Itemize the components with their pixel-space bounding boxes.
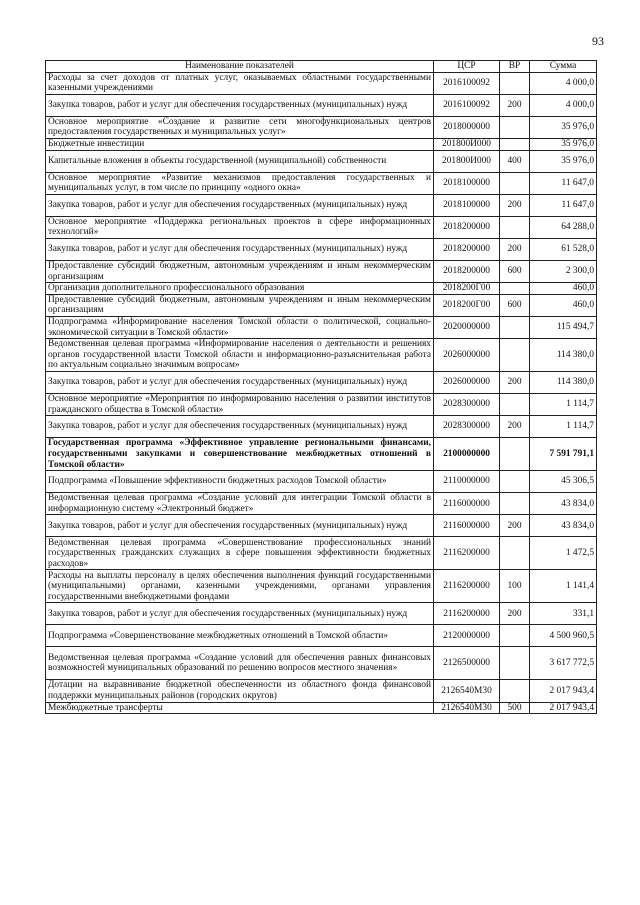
row-name: Предоставление субсидий бюджетным, автономным учреждениям и иным некоммерческим организациям — [46, 294, 434, 316]
row-vr: 400 — [500, 150, 530, 172]
header-vr: ВР — [500, 61, 530, 73]
table-row — [46, 471, 597, 493]
row-csr: 2116200000 — [434, 570, 500, 603]
row-name: Расходы на выплаты персоналу в целях обеспечения выполнения функций государственными (муниципальными) органами, казенными учреждениями, органами управления государственными внебюджетными фондами — [46, 570, 434, 603]
table-row — [46, 625, 597, 647]
row-name: Ведомственная целевая программа «Информирование населения о деятельности и решениях органов государственной власти Томской области и информационно-разъяснительная работа по актуальным социально значимым вопросам» — [46, 339, 434, 372]
table-row — [46, 537, 597, 570]
row-csr: 2028300000 — [434, 394, 500, 416]
table-row — [46, 216, 597, 238]
row-csr: 2018200000 — [434, 260, 500, 282]
row-sum: 114 380,0 — [530, 339, 597, 372]
row-sum: 114 380,0 — [530, 372, 597, 394]
row-csr: 2018100000 — [434, 194, 500, 216]
row-sum: 2 300,0 — [530, 260, 597, 282]
row-csr: 2110000000 — [434, 471, 500, 493]
row-csr: 2018200000 — [434, 238, 500, 260]
row-name: Закупка товаров, работ и услуг для обеспечения государственных (муниципальных) нужд — [46, 416, 434, 438]
row-csr: 2126500000 — [434, 647, 500, 680]
row-sum: 64 288,0 — [530, 216, 597, 238]
table-row — [46, 570, 597, 603]
row-vr — [500, 394, 530, 416]
row-sum: 4 000,0 — [530, 72, 597, 94]
budget-table — [45, 60, 597, 714]
row-vr: 200 — [500, 416, 530, 438]
row-sum: 43 834,0 — [530, 493, 597, 515]
row-csr: 2100000000 — [434, 438, 500, 471]
row-name: Ведомственная целевая программа «Создание условий для интеграции Томской области в информационную систему «Электронный бюджет» — [46, 493, 434, 515]
row-name: Основное мероприятие «Мероприятия по информированию населения о развитии институтов гражданского общества в Томской области» — [46, 394, 434, 416]
row-sum: 3 617 772,5 — [530, 647, 597, 680]
row-name: Закупка товаров, работ и услуг для обеспечения государственных (муниципальных) нужд — [46, 372, 434, 394]
row-vr: 200 — [500, 372, 530, 394]
row-csr: 2018000000 — [434, 116, 500, 138]
row-sum: 61 528,0 — [530, 238, 597, 260]
row-vr: 600 — [500, 294, 530, 316]
table-row — [46, 194, 597, 216]
row-name: Дотации на выравнивание бюджетной обеспеченности из областного фонда финансовой поддержки муниципальных районов (городских округов) — [46, 680, 434, 702]
table-header-row — [46, 61, 597, 73]
row-sum: 7 591 791,1 — [530, 438, 597, 471]
row-sum: 35 976,0 — [530, 138, 597, 150]
row-sum: 43 834,0 — [530, 515, 597, 537]
row-name: Государственная программа «Эффективное управление региональными финансами, государственными закупками и совершенствование межбюджетных отношений в Томской области» — [46, 438, 434, 471]
table-row — [46, 260, 597, 282]
row-sum: 2 017 943,4 — [530, 680, 597, 702]
row-name: Ведомственная целевая программа «Создание условий для обеспечения равных финансовых возможностей муниципальных образований по решению вопросов местного значения» — [46, 647, 434, 680]
row-name: Организация дополнительного профессионального образования — [46, 283, 434, 295]
row-name: Закупка товаров, работ и услуг для обеспечения государственных (муниципальных) нужд — [46, 603, 434, 625]
row-csr: 2018200Г00 — [434, 283, 500, 295]
row-vr — [500, 537, 530, 570]
row-csr: 2116200000 — [434, 603, 500, 625]
row-csr: 2018100000 — [434, 172, 500, 194]
row-vr — [500, 339, 530, 372]
row-sum: 35 976,0 — [530, 150, 597, 172]
row-vr: 200 — [500, 515, 530, 537]
row-sum: 1 141,4 — [530, 570, 597, 603]
row-name: Капитальные вложения в объекты государственной (муниципальной) собственности — [46, 150, 434, 172]
table-row — [46, 416, 597, 438]
table-row — [46, 316, 597, 338]
row-name: Бюджетные инвестиции — [46, 138, 434, 150]
table-row — [46, 339, 597, 372]
row-name: Подпрограмма «Совершенствование межбюджетных отношений в Томской области» — [46, 625, 434, 647]
row-vr — [500, 316, 530, 338]
table-row — [46, 680, 597, 702]
row-csr: 2126540М30 — [434, 680, 500, 702]
table-body — [46, 72, 597, 714]
row-name: Закупка товаров, работ и услуг для обеспечения государственных (муниципальных) нужд — [46, 515, 434, 537]
table-row — [46, 438, 597, 471]
row-sum: 4 000,0 — [530, 94, 597, 116]
row-sum: 35 976,0 — [530, 116, 597, 138]
row-vr: 600 — [500, 260, 530, 282]
header-sum: Сумма — [530, 61, 597, 73]
table-row — [46, 294, 597, 316]
row-sum: 11 647,0 — [530, 172, 597, 194]
row-vr — [500, 72, 530, 94]
row-vr — [500, 138, 530, 150]
table-row — [46, 94, 597, 116]
row-vr — [500, 647, 530, 680]
row-vr: 500 — [500, 702, 530, 714]
row-name: Основное мероприятие «Развитие механизмов предоставления государственных и муниципальных услуг, в том числе по принципу «одного окна» — [46, 172, 434, 194]
table-row — [46, 150, 597, 172]
row-csr: 201800И000 — [434, 138, 500, 150]
row-vr: 200 — [500, 194, 530, 216]
row-name: Ведомственная целевая программа «Совершенствование профессиональных знаний государственных гражданских служащих в сфере повышения эффективности бюджетных расходов» — [46, 537, 434, 570]
row-csr: 2120000000 — [434, 625, 500, 647]
row-name: Основное мероприятие «Создание и развитие сети многофункциональных центров предоставления государственных и муниципальных услуг» — [46, 116, 434, 138]
row-vr — [500, 625, 530, 647]
page-number: 93 — [592, 34, 604, 48]
row-name: Закупка товаров, работ и услуг для обеспечения государственных (муниципальных) нужд — [46, 238, 434, 260]
row-vr: 200 — [500, 603, 530, 625]
row-name: Подпрограмма «Информирование населения Томской области о политической, социально-экономической ситуации в Томской области» — [46, 316, 434, 338]
row-csr: 2028300000 — [434, 416, 500, 438]
table-row — [46, 116, 597, 138]
row-sum: 1 114,7 — [530, 394, 597, 416]
row-vr — [500, 216, 530, 238]
row-vr — [500, 172, 530, 194]
row-csr: 2026000000 — [434, 339, 500, 372]
table-row — [46, 702, 597, 714]
table-row — [46, 172, 597, 194]
row-csr: 201800И000 — [434, 150, 500, 172]
row-name: Предоставление субсидий бюджетным, автономным учреждениям и иным некоммерческим организациям — [46, 260, 434, 282]
row-csr: 2018200000 — [434, 216, 500, 238]
row-csr: 2026000000 — [434, 372, 500, 394]
header-name: Наименование показателей — [46, 61, 434, 73]
row-name: Подпрограмма «Повышение эффективности бюджетных расходов Томской области» — [46, 471, 434, 493]
header-csr: ЦСР — [434, 61, 500, 73]
row-csr: 2126540М30 — [434, 702, 500, 714]
row-name: Закупка товаров, работ и услуг для обеспечения государственных (муниципальных) нужд — [46, 194, 434, 216]
row-vr — [500, 438, 530, 471]
row-vr: 100 — [500, 570, 530, 603]
row-vr — [500, 471, 530, 493]
row-name: Закупка товаров, работ и услуг для обеспечения государственных (муниципальных) нужд — [46, 94, 434, 116]
table-row — [46, 603, 597, 625]
row-vr — [500, 680, 530, 702]
row-vr: 200 — [500, 94, 530, 116]
table-row — [46, 138, 597, 150]
table-row — [46, 372, 597, 394]
table-row — [46, 238, 597, 260]
table-row — [46, 394, 597, 416]
row-name: Расходы за счет доходов от платных услуг, оказываемых областными государственными казенными учреждениями — [46, 72, 434, 94]
row-csr: 2116000000 — [434, 515, 500, 537]
table-row — [46, 72, 597, 94]
row-csr: 2020000000 — [434, 316, 500, 338]
table-row — [46, 515, 597, 537]
row-sum: 460,0 — [530, 294, 597, 316]
row-csr: 2116200000 — [434, 537, 500, 570]
row-vr — [500, 283, 530, 295]
row-sum: 1 472,5 — [530, 537, 597, 570]
row-sum: 11 647,0 — [530, 194, 597, 216]
row-csr: 2016100092 — [434, 94, 500, 116]
row-sum: 4 500 960,5 — [530, 625, 597, 647]
row-vr — [500, 493, 530, 515]
row-sum: 460,0 — [530, 283, 597, 295]
table-row — [46, 647, 597, 680]
row-sum: 45 306,5 — [530, 471, 597, 493]
row-sum: 115 494,7 — [530, 316, 597, 338]
table-row — [46, 283, 597, 295]
row-vr — [500, 116, 530, 138]
row-sum: 2 017 943,4 — [530, 702, 597, 714]
row-sum: 331,1 — [530, 603, 597, 625]
row-name: Основное мероприятие «Поддержка региональных проектов в сфере информационных технологий» — [46, 216, 434, 238]
row-csr: 2018200Г00 — [434, 294, 500, 316]
row-sum: 1 114,7 — [530, 416, 597, 438]
row-vr: 200 — [500, 238, 530, 260]
row-name: Межбюджетные трансферты — [46, 702, 434, 714]
table-row — [46, 493, 597, 515]
row-csr: 2116000000 — [434, 493, 500, 515]
row-csr: 2016100092 — [434, 72, 500, 94]
